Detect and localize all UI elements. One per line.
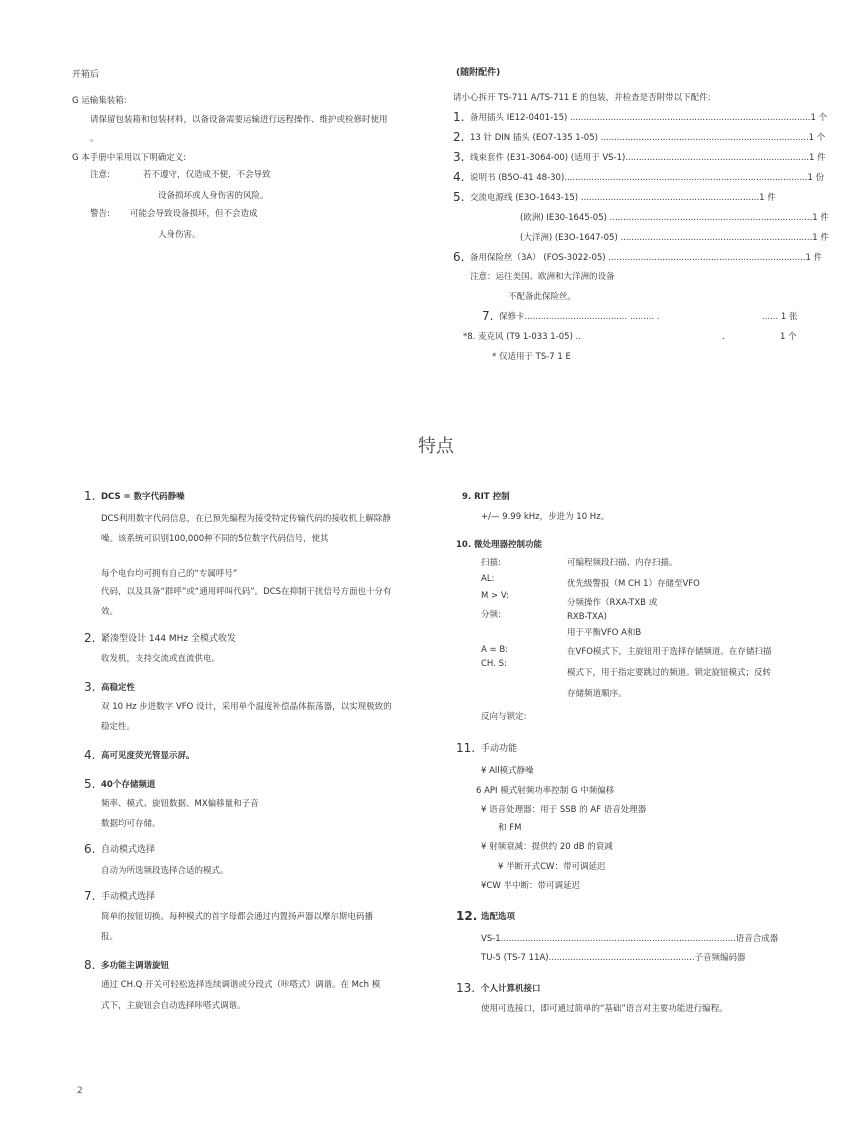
feature-num-12: 12. — [456, 909, 478, 923]
feature-text-7-2: 报。 — [101, 932, 119, 942]
feature-num-3: 3. — [84, 680, 96, 694]
feature-text-11-1: ¥ All模式静噪 — [481, 766, 534, 776]
feature-title-3: 高稳定性 — [101, 683, 136, 693]
feature-num-4: 4. — [84, 748, 96, 762]
unpacking-title: 开箱后 — [72, 70, 100, 80]
fuse-note-2: 不配备此保险丝。 — [508, 292, 577, 302]
accessory-item-4: 说明书 (B5O-41 48-30)..........................................................................................1 份 — [470, 173, 825, 183]
feature-text-13-1: 使用可选接口，即可通过简单的“基础”语言对主要功能进行编程。 — [481, 1004, 728, 1014]
f10-chs-value-3: 存储频道顺序。 — [567, 689, 627, 699]
feature-num-5: 5. — [84, 777, 96, 791]
f10-al-value: 优先级警报（M CH 1）存储至VFO — [567, 579, 700, 589]
feature-text-1-4: 代码，以及具备“群呼”或“通用呼叫代码”。DCS在抑制干扰信号方面也十分有 — [101, 587, 392, 597]
feature-title-1: DCS = 数字代码静噪 — [101, 492, 185, 502]
feature-text-11-3: ¥ 语音处理器：用于 SSB 的 AF 语音处理器 — [481, 805, 647, 815]
feature-num-7: 7. — [84, 889, 96, 903]
feature-text-11-4: 和 FM — [498, 823, 522, 833]
feature-title-11: 手动功能 — [481, 744, 518, 754]
feature-title-2: 紧凑型设计 144 MHz 全模式收发 — [101, 634, 237, 644]
accessory-num-4: 4. — [453, 170, 465, 184]
accessory-footnote: * 仅适用于 TS-7 1 E — [492, 352, 571, 362]
feature-title-9: 9. RIT 控制 — [462, 492, 510, 502]
feature-text-1-3: 每个电台均可拥有自己的“专属呼号” — [101, 569, 238, 579]
feature-num-11: 11. — [456, 741, 476, 755]
feature-text-5-1: 频率、模式、旋钮数据、MX偏移量和子音 — [101, 799, 259, 809]
feature-text-7-1: 简单的按钮切换。每种模式的首字母都会通过内置扬声器以摩尔斯电码播 — [101, 912, 374, 922]
accessory-item-5-oceania: (大洋洲) (E3O-1647-05) .......................................................................1 件 — [520, 233, 829, 243]
accessories-intro: 请小心拆开 TS-711 A/TS-711 E 的包装，并检查是否附带以下配件: — [453, 93, 711, 103]
warning-text-2: 人身伤害。 — [158, 230, 201, 240]
caution-text: 若不遵守，仅造成不便，不会导致 — [143, 170, 271, 180]
accessory-item-1: 备用插头 IE12-0401-15) .........................................................................................1 个 — [470, 113, 828, 123]
feature-text-6-1: 自动为所选频段选择合适的模式。 — [101, 866, 229, 876]
feature-num-1: 1. — [84, 489, 96, 503]
feature-text-5-2: 数据均可存储。 — [101, 819, 161, 829]
f10-mv-label: M > V: — [481, 591, 509, 601]
features-heading: 特点 — [418, 436, 454, 457]
feature-text-8-1: 通过 CH.Q 开关可轻松选择连续调谐或分段式（咔嗒式）调谐。在 Mch 模 — [101, 980, 381, 990]
accessory-item-3: 线束套件 (E31-3064-00) (适用于 VS-1)....................................................................1 件 — [470, 153, 826, 163]
f10-split-value-2: RXB-TXA) — [567, 612, 607, 622]
f10-chs-value-1: 在VFO模式下，主旋钮用于选择存储频道。在存储扫描 — [567, 647, 772, 657]
feature-text-1-2: 噪。该系统可识别100,000种不同的5位数字代码信号，使其 — [101, 534, 329, 544]
feature-text-1-1: DCS利用数字代码信息，在已预先编程为接受特定传输代码的接收机上解除静 — [101, 514, 391, 524]
accessories-title: (随附配件) — [456, 68, 501, 78]
definitions-heading: G 本手册中采用以下明确定义: — [72, 153, 187, 163]
feature-title-6: 自动模式选择 — [101, 845, 156, 855]
f10-reverse-label: 反向与锁定: — [481, 712, 527, 722]
accessory-num-6: 6. — [453, 250, 465, 264]
feature-text-8-2: 式下，主旋钮会自动选择咔嗒式调谐。 — [101, 1001, 246, 1011]
keep-packaging-text-end: 。 — [90, 134, 99, 144]
accessory-item-8-qty: 1 个 — [780, 332, 797, 342]
feature-title-5: 40个存储频道 — [101, 780, 156, 790]
f10-ab-label: A = B: — [481, 645, 509, 655]
feature-text-9-1: +/— 9.99 kHz，步进为 10 Hz。 — [481, 512, 610, 522]
feature-text-12-2: TU-5 (TS-7 11A)......................................................子音频编码器 — [481, 953, 746, 963]
feature-num-2: 2. — [84, 631, 96, 645]
f10-split-label: 分频: — [481, 610, 501, 620]
feature-title-10: 10. 微处理器控制功能 — [456, 540, 543, 550]
accessory-item-8-dot: . — [722, 332, 725, 342]
feature-text-2-1: 收发机，支持交流或直流供电。 — [101, 654, 221, 664]
feature-text-11-7: ¥CW 半中断：带可调延迟 — [481, 881, 580, 891]
accessory-item-2: 13 针 DIN 插头 (EO7-135 1-05) .............................................................................1 个 — [470, 133, 826, 143]
shipping-container-heading: G 运输集装箱: — [72, 96, 127, 106]
feature-num-13: 13. — [456, 981, 476, 995]
f10-chs-label: CH. S: — [481, 659, 507, 669]
accessory-item-7: 保修卡...................................... ......... . — [499, 312, 660, 322]
warning-label: 警告: — [90, 209, 110, 219]
accessory-num-5: 5. — [453, 190, 465, 204]
feature-text-12-1: VS-1.......................................................................................语音合成器 — [481, 934, 779, 944]
accessory-item-5: 交流电源线 (E3O-1643-15) ..................................................................1 件 — [470, 193, 776, 203]
accessory-item-7-qty: ...... 1 张 — [762, 312, 798, 322]
page-number: 2 — [77, 1086, 83, 1096]
f10-ab-value: 用于平衡VFO A和B — [567, 628, 642, 638]
caution-text-2: 设备损坏或人身伤害的风险。 — [158, 191, 269, 201]
f10-scan-value: 可编程频段扫描、内存扫描。 — [567, 558, 678, 568]
fuse-note-1: 注意：运往美国、欧洲和大洋洲的设备 — [470, 272, 615, 282]
accessory-num-1: 1. — [453, 110, 465, 124]
f10-chs-value-2: 模式下，用于指定要跳过的频道。锁定旋钮模式；反转 — [567, 668, 772, 678]
accessory-item-8: *8. 麦克风 (T9 1-033 1-05) .. — [463, 332, 581, 342]
feature-title-8: 多功能主调谐旋钮 — [101, 961, 170, 971]
accessory-item-6: 备用保险丝（3A） (FOS-3022-05) .........................................................................1 件 — [470, 253, 823, 263]
accessory-item-5-europe: (欧洲) IE30-1645-05) ...........................................................................1 件 — [520, 213, 829, 223]
accessory-num-7: 7. — [482, 309, 494, 323]
accessory-num-2: 2. — [453, 130, 465, 144]
feature-title-12: 选配选项 — [481, 912, 516, 922]
feature-title-7: 手动模式选择 — [101, 892, 156, 902]
accessory-num-3: 3. — [453, 150, 465, 164]
feature-text-3-1: 双 10 Hz 步进数字 VFO 设计，采用单个温度补偿晶体振荡器，以实现极致的 — [101, 702, 392, 712]
feature-text-11-5: ¥ 射频衰减：提供约 20 dB 的衰减 — [481, 842, 613, 852]
feature-text-3-2: 稳定性。 — [101, 722, 136, 732]
feature-text-11-2: 6 API 模式射频功率控制 G 中频偏移 — [476, 786, 615, 796]
caution-label: 注意: — [90, 170, 110, 180]
f10-al-label: AL: — [481, 574, 495, 584]
feature-text-11-6: ¥ 半断开式CW：带可调延迟 — [498, 862, 606, 872]
f10-split-value-1: 分频操作（RXA-TXB 或 — [567, 598, 658, 608]
feature-title-4: 高可见度荧光管显示屏。 — [101, 751, 195, 761]
warning-text: 可能会导致设备损坏，但不会造成 — [130, 209, 258, 219]
f10-scan-label: 扫描: — [481, 558, 501, 568]
keep-packaging-text: 请保留包装箱和包装材料，以备设备需要运输进行远程操作、维护或检修时使用 — [90, 115, 388, 125]
feature-num-8: 8. — [84, 958, 96, 972]
feature-text-1-5: 效。 — [101, 607, 119, 617]
feature-num-6: 6. — [84, 842, 96, 856]
feature-title-13: 个人计算机接口 — [481, 984, 541, 994]
